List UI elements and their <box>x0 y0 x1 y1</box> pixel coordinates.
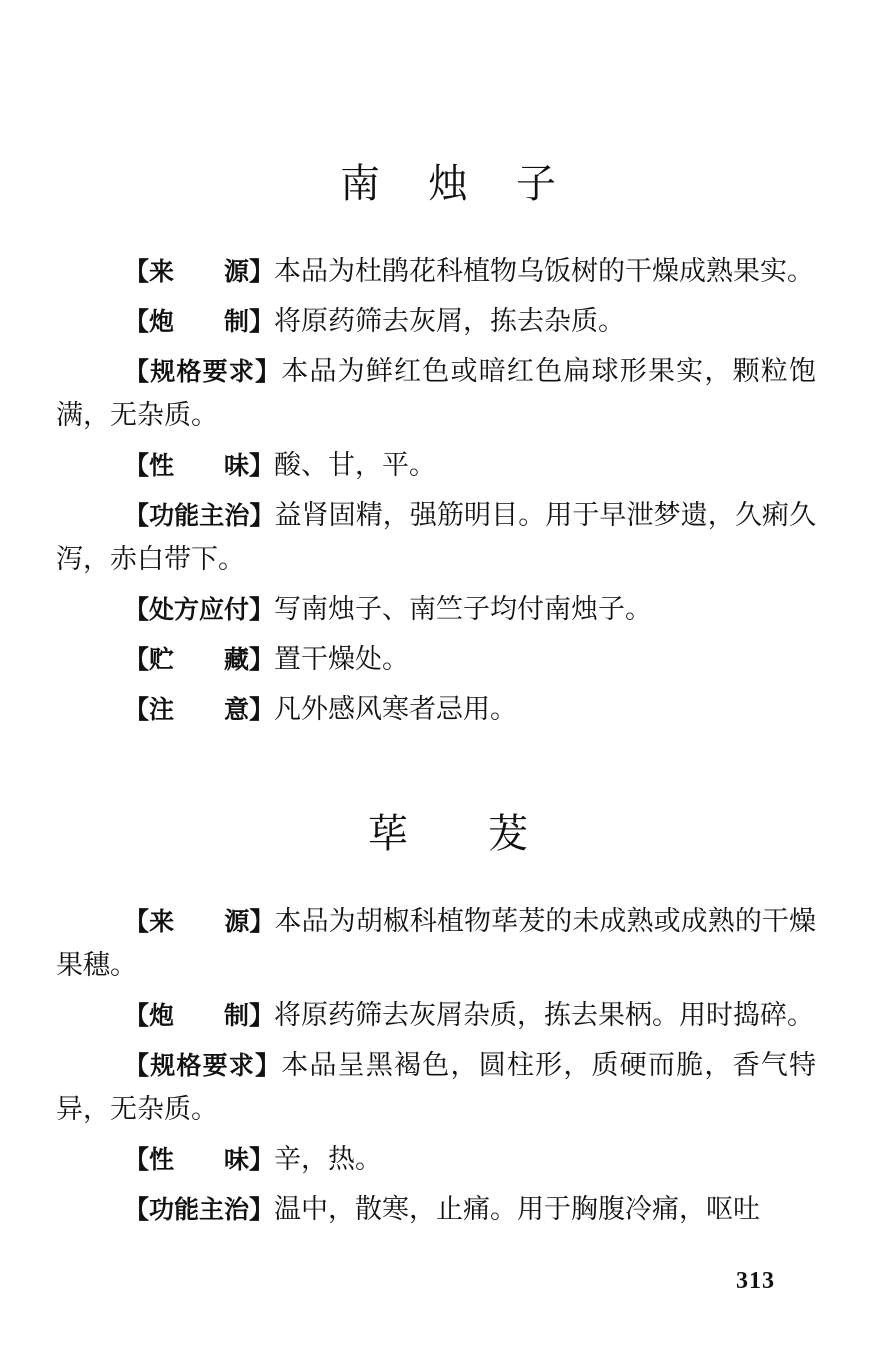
entry-title-bibo: 荜茇 <box>368 811 608 857</box>
field-label: 【来 源】 <box>124 257 275 286</box>
page-number: 313 <box>736 1268 775 1294</box>
field-prescription <box>56 588 816 632</box>
field-text: 本品为杜鹃花科植物乌饭树的干燥成熟果实。 <box>274 256 815 287</box>
field-text: 将原药筛去灰屑，拣去杂质。 <box>274 306 626 337</box>
field-processing <box>56 994 816 1038</box>
field-text: 写南烛子、南竺子均付南烛子。 <box>274 594 653 625</box>
field-label: 【规格要求】 <box>124 357 282 386</box>
field-function <box>56 494 816 582</box>
field-nature-taste <box>56 1138 816 1182</box>
field-specification <box>56 350 816 438</box>
entry-section-nanzhuzi <box>56 250 816 738</box>
field-text: 酸、甘，平。 <box>274 450 437 481</box>
field-label: 【功能主治】 <box>124 501 275 530</box>
field-caution <box>56 688 816 732</box>
field-label: 【处方应付】 <box>124 595 275 624</box>
field-storage <box>56 638 816 682</box>
field-label: 【来 源】 <box>124 907 275 936</box>
entry-title-nanzhuzi: 南烛子 <box>340 161 604 207</box>
field-nature-taste <box>56 444 816 488</box>
field-text: 本品为胡椒科植物荜茇的未成熟或成熟的干燥果穗。 <box>56 906 816 981</box>
field-text: 凡外感风寒者忌用。 <box>274 694 518 725</box>
field-source <box>56 900 816 988</box>
field-text: 将原药筛去灰屑杂质，拣去果柄。用时捣碎。 <box>274 1000 815 1031</box>
field-function <box>56 1188 816 1232</box>
field-text: 辛，热。 <box>274 1144 383 1175</box>
entry-section-bibo <box>56 900 816 1238</box>
field-label: 【规格要求】 <box>124 1051 282 1080</box>
field-label: 【注 意】 <box>124 695 275 724</box>
field-text: 本品为鲜红色或暗红色扁球形果实，颗粒饱满，无杂质。 <box>56 356 816 431</box>
field-label: 【炮 制】 <box>124 307 275 336</box>
field-label: 【炮 制】 <box>124 1001 275 1030</box>
field-text: 温中，散寒，止痛。用于胸腹冷痛，呕吐 <box>274 1194 761 1225</box>
field-label: 【贮 藏】 <box>124 645 275 674</box>
field-label: 【性 味】 <box>124 1145 275 1174</box>
field-processing <box>56 300 816 344</box>
field-label: 【功能主治】 <box>124 1195 275 1224</box>
field-specification <box>56 1044 816 1132</box>
field-text: 本品呈黑褐色，圆柱形，质硬而脆，香气特异，无杂质。 <box>56 1050 816 1125</box>
field-source <box>56 250 816 294</box>
field-text: 置干燥处。 <box>274 644 410 675</box>
field-label: 【性 味】 <box>124 451 275 480</box>
field-text: 益肾固精，强筋明目。用于早泄梦遗，久痢久泻，赤白带下。 <box>56 500 816 575</box>
